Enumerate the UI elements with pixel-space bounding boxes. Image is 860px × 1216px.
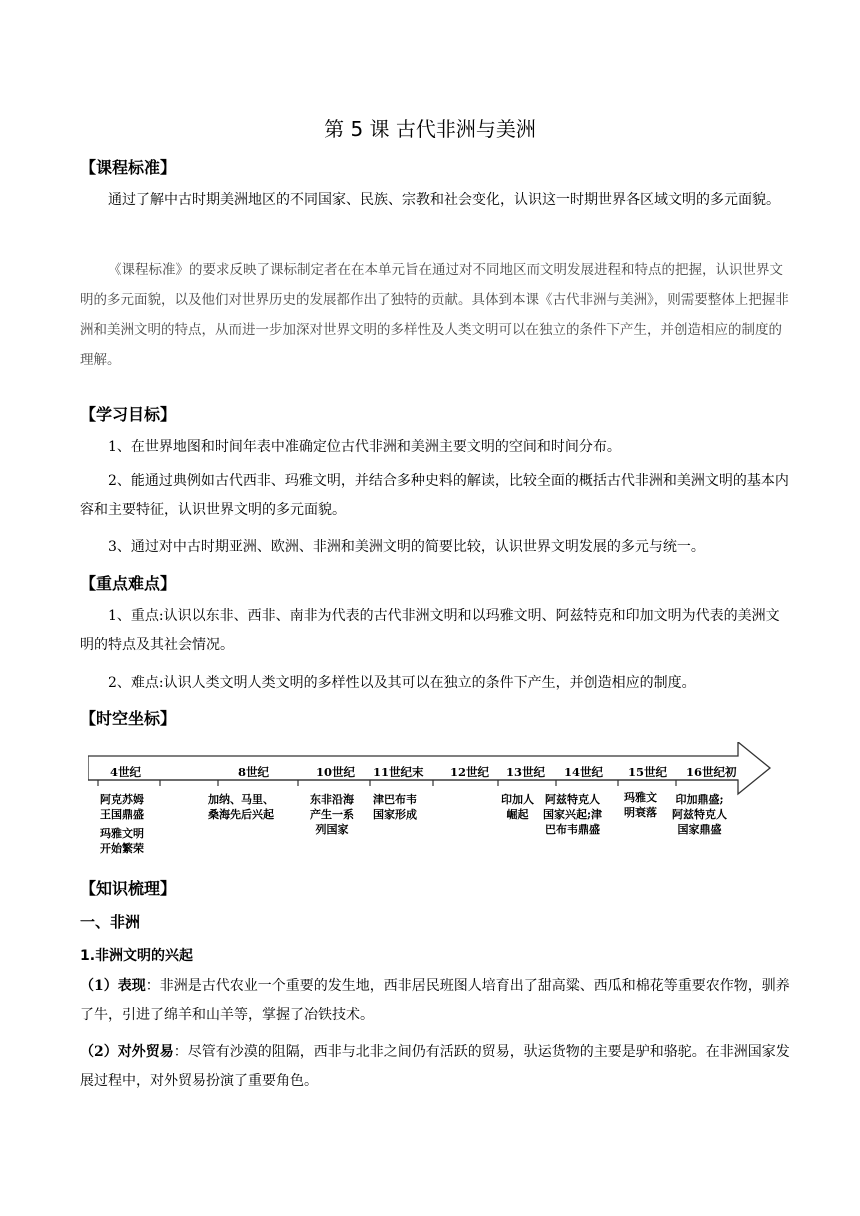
timeline-ticks <box>98 780 676 786</box>
timeline-event: 东非沿海 产生一系 列国家 <box>310 793 354 836</box>
century-label: 13世纪 <box>506 765 546 779</box>
part-heading-africa: 一、非洲 <box>80 913 141 931</box>
section-heading-standard: 【课程标准】 <box>80 158 177 177</box>
section-heading-goals: 【学习目标】 <box>80 405 177 424</box>
knowledge-item-2-text: ：尽管有沙漠的阻隔，西非与北非之间仍有活跃的贸易，驮运货物的主要是驴和骆驼。在非洲国家发展过程中，对外贸易扮演了重要角色。 <box>80 1044 790 1089</box>
section-heading-knowledge: 【知识梳理】 <box>80 879 177 898</box>
timeline-arrow-graphic <box>88 742 772 862</box>
knowledge-item-1 <box>80 972 790 1030</box>
knowledge-item-1-label: （1）表现 <box>80 978 146 994</box>
standard-paragraph-2: 《课程标准》的要求反映了课标制定者在在本单元旨在通过对不同地区而文明发展进程和特点的把握，认识世界文明的多元面貌，以及他们对世界历史的发展都作出了独特的贡献。具体到本课《古代非洲与美洲》，则需要整体上把握非洲和美洲文明的特点，从而进一步加深对世界文明的多样性及人类文明可以在独立的条件下产生，并创造相应的制度的理解。 <box>80 262 789 368</box>
keypoint-item-2: 2、难点:认识人类文明人类文明的多样性以及其可以在独立的条件下产生，并创造相应的制度。 <box>108 675 696 691</box>
century-label: 11世纪末 <box>373 765 424 779</box>
century-label: 14世纪 <box>564 765 604 779</box>
keypoint-item-1: 1、重点:认识以东非、西非、南非为代表的古代非洲文明和以玛雅文明、阿兹特克和印加文明为代表的美洲文明的特点及其社会情况。 <box>80 608 780 653</box>
timeline-figure <box>88 742 772 862</box>
century-label: 16世纪初 <box>686 765 737 779</box>
century-label: 8世纪 <box>238 765 270 779</box>
subheading-rise-of-african-civilization: 1.非洲文明的兴起 <box>80 948 194 964</box>
section-heading-keypoints: 【重点难点】 <box>80 574 177 593</box>
standard-paragraph-1: 通过了解中古时期美洲地区的不同国家、民族、宗教和社会变化，认识这一时期世界各区域文明的多元面貌。 <box>108 192 780 208</box>
century-label: 12世纪 <box>450 765 490 779</box>
timeline-event: 印加人 崛起 <box>501 793 534 821</box>
timeline-event: 玛雅文 明衰落 <box>624 791 657 819</box>
century-label: 4世纪 <box>110 765 142 779</box>
timeline-event: 阿兹特克人 国家兴起;津 巴布韦鼎盛 <box>543 793 603 836</box>
goal-item-2: 2、能通过典例如古代西非、玛雅文明，并结合多种史料的解读，比较全面的概括古代非洲和美洲文明的基本内容和主要特征，认识世界文明的多元面貌。 <box>80 473 789 518</box>
timeline-event: 阿克苏姆 王国鼎盛 <box>100 793 144 821</box>
knowledge-item-2-label: （2）对外贸易 <box>80 1044 174 1060</box>
knowledge-item-2 <box>80 1038 790 1096</box>
timeline-event: 印加鼎盛; 阿兹特克人 国家鼎盛 <box>672 793 727 836</box>
page-title: 第 5 课 古代非洲与美洲 <box>324 117 536 141</box>
goal-item-1: 1、在世界地图和时间年表中准确定位古代非洲和美洲主要文明的空间和时间分布。 <box>108 439 621 455</box>
timeline-event: 玛雅文明 开始繁荣 <box>100 827 144 855</box>
century-label: 10世纪 <box>316 765 356 779</box>
century-label: 15世纪 <box>628 765 668 779</box>
timeline-event: 加纳、马里、 桑海先后兴起 <box>208 793 274 821</box>
goal-item-3: 3、通过对中古时期亚洲、欧洲、非洲和美洲文明的简要比较，认识世界文明发展的多元与统一。 <box>108 539 705 555</box>
knowledge-item-1-text: ：非洲是古代农业一个重要的发生地，西非居民班图人培育出了甜高粱、西瓜和棉花等重要农作物，驯养了牛，引进了绵羊和山羊等，掌握了冶铁技术。 <box>80 978 790 1023</box>
timeline-event: 津巴布韦 国家形成 <box>373 793 417 821</box>
section-heading-timeline: 【时空坐标】 <box>80 709 177 728</box>
